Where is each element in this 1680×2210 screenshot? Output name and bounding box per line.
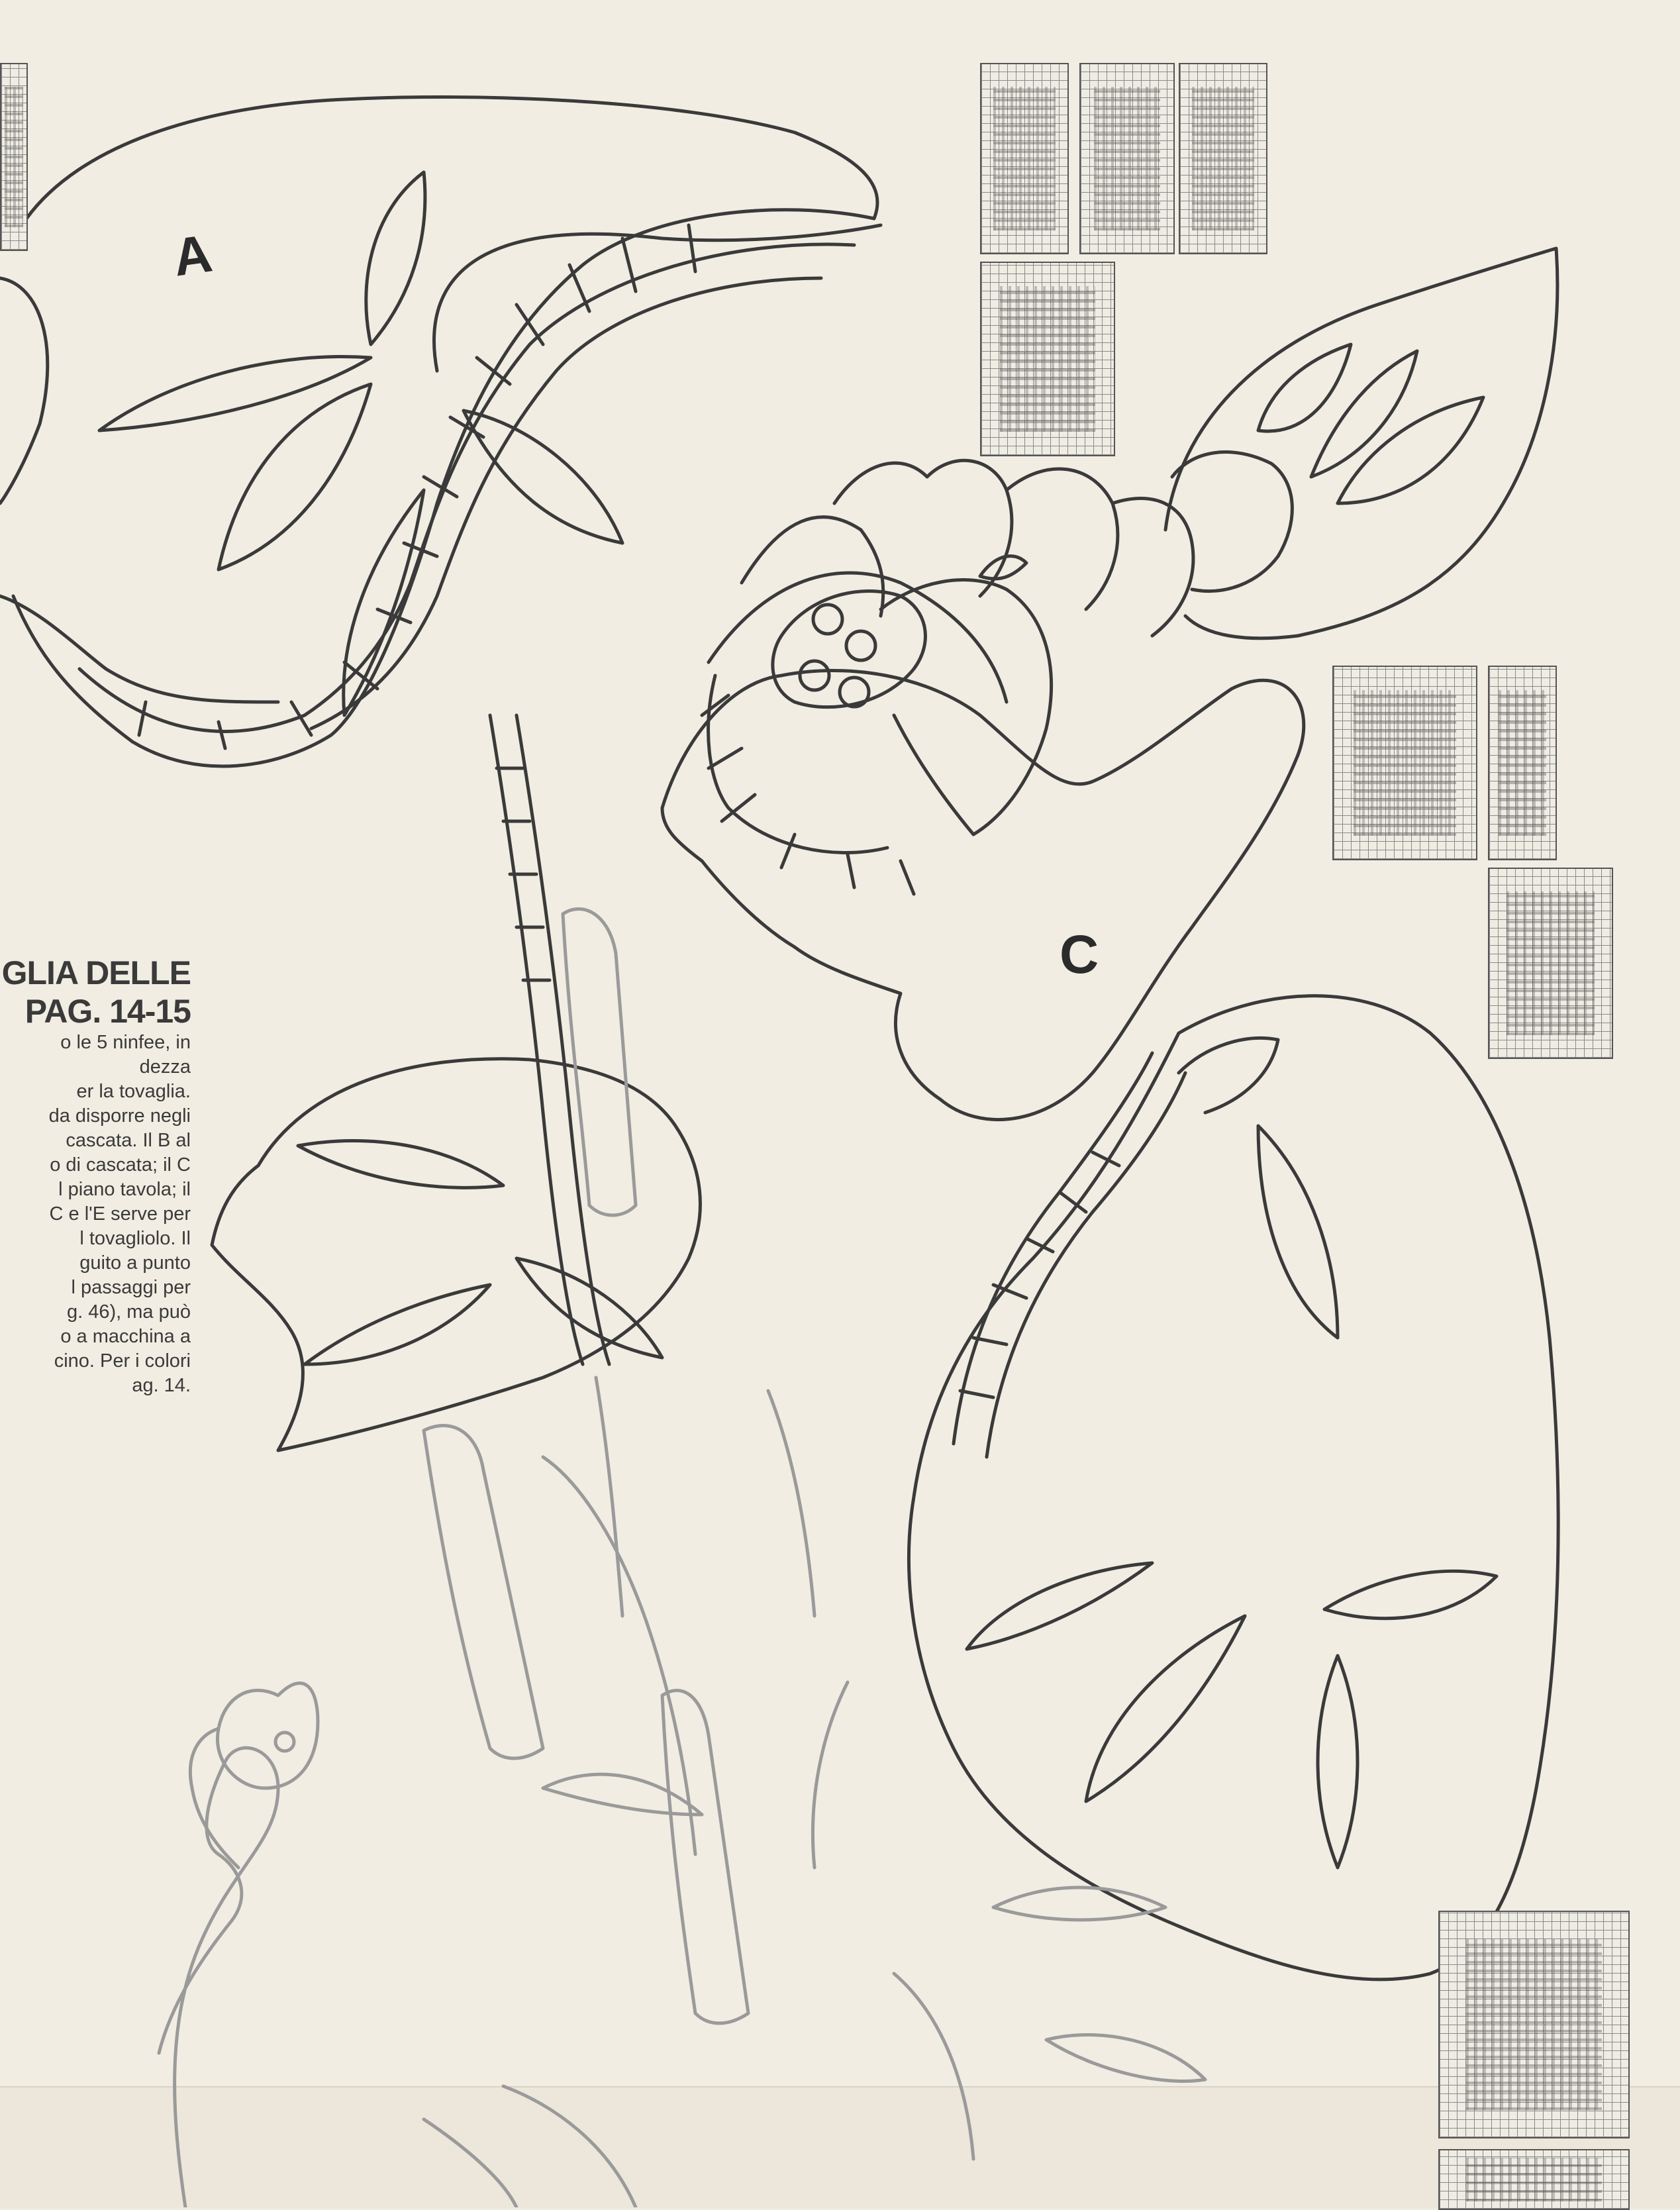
caption-line: o a macchina a [60,1326,191,1347]
leaf-a-notch [434,225,881,371]
bud-leaf-outline [1165,248,1557,638]
caption-line: dezza [139,1056,191,1078]
caption-line: o le 5 ninfee, in [60,1032,191,1053]
caption-block [0,954,199,1398]
leaf-a-outline [13,97,877,766]
caption-line: cino. Per i colori [54,1350,191,1372]
caption-line: l tovagliolo. Il [79,1228,191,1249]
monogram-chart-edge [0,63,28,251]
caption-heading: GLIA DELLE [1,954,191,991]
caption-line: l piano tavola; il [58,1179,191,1200]
flamingo-outline [159,1748,278,2207]
caption-line: guito a punto [79,1252,191,1274]
caption-heading: PAG. 14-15 [25,993,191,1030]
caption-line: ag. 14. [132,1375,191,1396]
caption-line: o di cascata; il C [50,1154,191,1176]
monogram-chart-i [1438,2149,1630,2210]
monogram-chart-b [1079,63,1175,254]
caption-line: C e l'E serve per [49,1203,191,1225]
monogram-chart-a [980,63,1069,254]
monogram-chart-e [1332,666,1477,860]
motif-label-c: C [1060,925,1099,985]
caption-line: l passaggi per [71,1277,191,1298]
leaf-mid-outline [212,1059,700,1450]
caption-line: cascata. Il B al [66,1130,191,1151]
monogram-chart-f [1488,666,1557,860]
leaf-a-band [79,244,854,732]
caption-line: da disporre negli [48,1105,191,1127]
leaf-right-outline [909,996,1559,1980]
monogram-chart-d [980,262,1115,456]
monogram-chart-c [1179,63,1267,254]
motif-label-a: A [170,223,216,287]
monogram-chart-g [1488,868,1613,1059]
monogram-chart-h [1438,1911,1630,2138]
caption-line: er la tovaglia. [76,1081,191,1102]
caption-line: g. 46), ma può [67,1301,191,1323]
